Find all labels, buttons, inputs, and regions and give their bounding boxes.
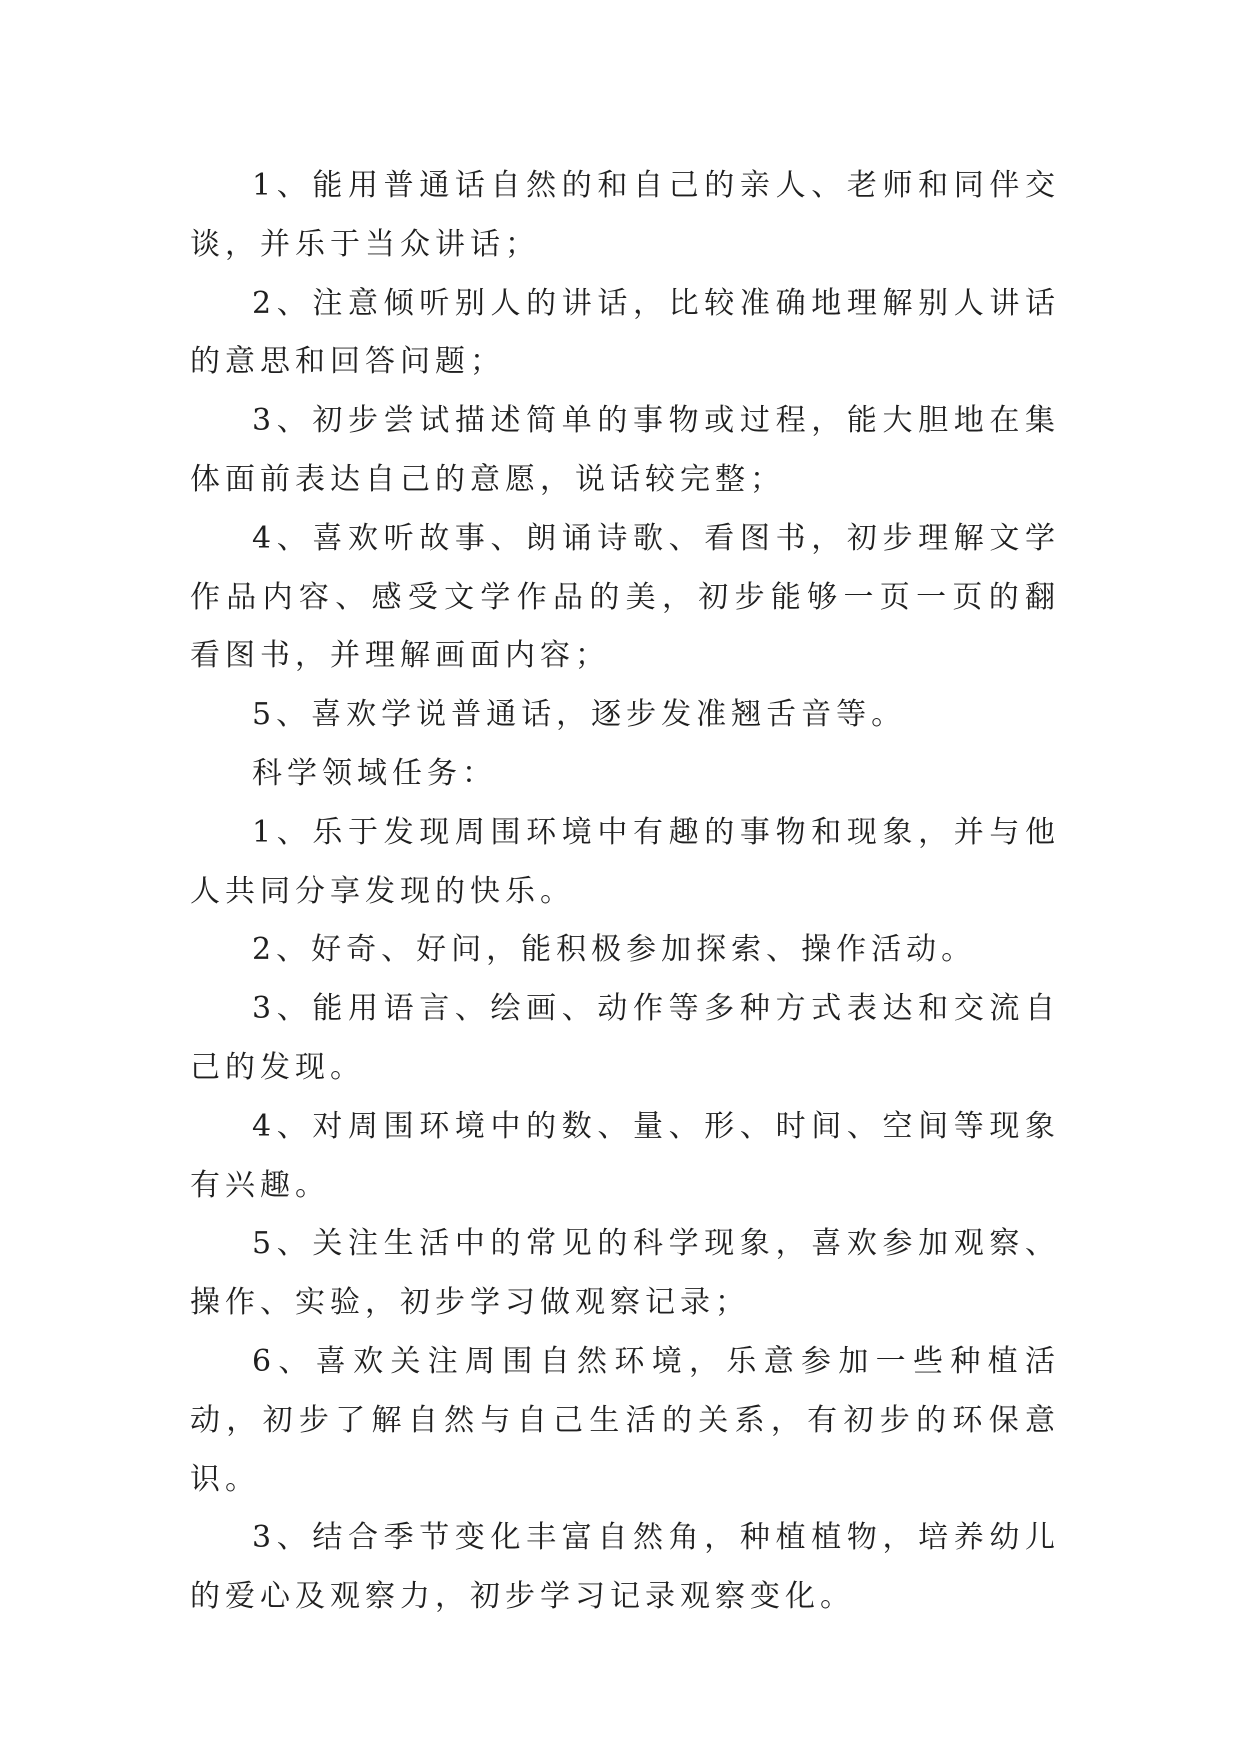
paragraph-language-4: 4、喜欢听故事、朗诵诗歌、看图书，初步理解文学作品内容、感受文学作品的美，初步能够一页一页的翻看图书，并理解画面内容； — [190, 520, 1060, 674]
paragraph-science-2: 2、好奇、好问，能积极参加探索、操作活动。 — [252, 932, 977, 968]
paragraph-science-4: 4、对周围环境中的数、量、形、时间、空间等现象有兴趣。 — [190, 1108, 1060, 1203]
paragraph-nature-corner: 3、结合季节变化丰富自然角，种植植物，培养幼儿的爱心及观察力，初步学习记录观察变化。 — [190, 1520, 1060, 1615]
paragraph-language-1: 1、能用普通话自然的和自己的亲人、老师和同伴交谈，并乐于当众讲话； — [190, 168, 1060, 262]
paragraph-science-5: 5、关注生活中的常见的科学现象，喜欢参加观察、操作、实验，初步学习做观察记录； — [190, 1226, 1060, 1321]
paragraph-language-3: 3、初步尝试描述简单的事物或过程，能大胆地在集体面前表达自己的意愿，说话较完整； — [190, 403, 1060, 497]
section-heading-science: 科学领域任务： — [252, 755, 497, 791]
paragraph-science-3: 3、能用语言、绘画、动作等多种方式表达和交流自己的发现。 — [190, 991, 1060, 1085]
paragraph-science-1: 1、乐于发现周围环境中有趣的事物和现象，并与他人共同分享发现的快乐。 — [190, 814, 1060, 909]
document-body — [190, 157, 1060, 1627]
paragraph-science-6: 6、喜欢关注周围自然环境，乐意参加一些种植活动，初步了解自然与自己生活的关系，有初步的环保意识。 — [190, 1343, 1060, 1497]
paragraph-language-2: 2、注意倾听别人的讲话，比较准确地理解别人讲话的意思和回答问题； — [190, 285, 1060, 380]
paragraph-language-5: 5、喜欢学说普通话，逐步发准翘舌音等。 — [252, 697, 907, 733]
